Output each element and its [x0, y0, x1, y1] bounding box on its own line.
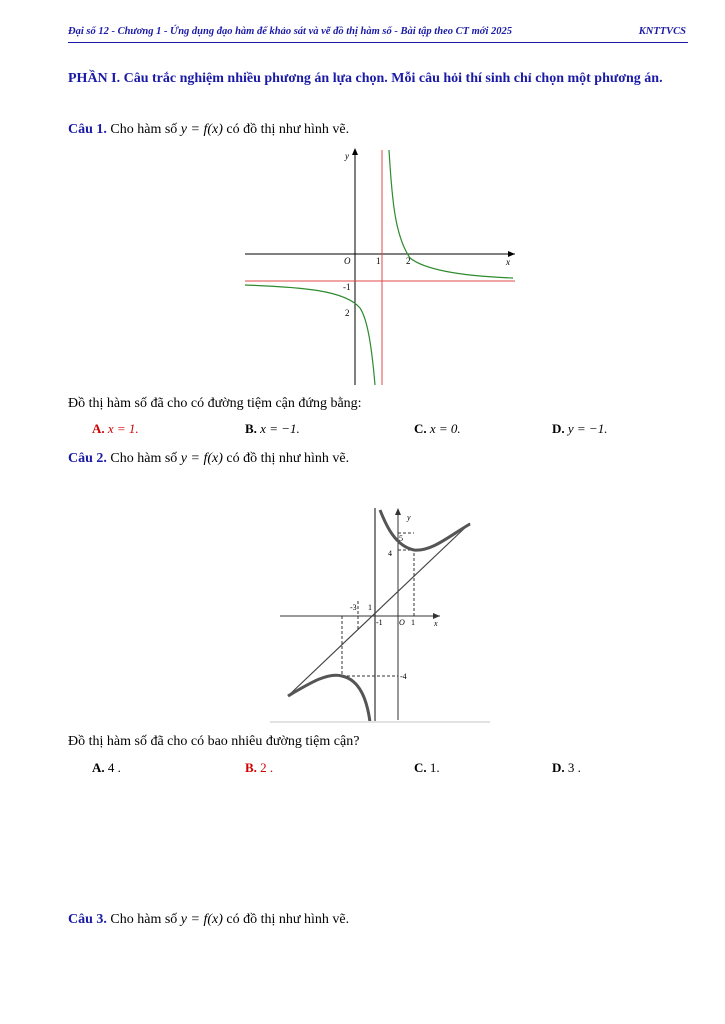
figure-2-tick-1-top: 1 — [368, 603, 372, 612]
question-1-option-a[interactable]: A. x = 1. — [92, 421, 139, 436]
figure-2-y-label: y — [407, 513, 411, 522]
figure-1-graph — [0, 140, 725, 390]
question-1-statement: Đồ thị hàm số đã cho có đường tiệm cận đứng bằng: — [68, 396, 362, 411]
question-3-label: Câu 3. — [68, 912, 107, 927]
figure-2-tick-minus-3: -3 — [350, 603, 357, 612]
header-title: Đại số 12 - Chương 1 - Ứng dụng đạo hàm để khảo sát và vẽ đồ thị hàm số - Bài tập theo CT mới 2025 — [68, 26, 512, 37]
figure-2-tick-minus-4: -4 — [400, 672, 407, 681]
question-3 — [68, 912, 349, 928]
figure-1-tick-minus-2: 2 — [345, 308, 350, 318]
figure-2-left-branch — [288, 675, 370, 722]
figure-1-origin-label: O — [344, 256, 351, 266]
question-3-text-after: có đồ thị như hình vẽ. — [226, 912, 350, 927]
question-2-option-a[interactable]: A. 4 . — [92, 760, 121, 775]
figure-1-y-label: y — [345, 151, 349, 161]
question-2-option-b[interactable]: B. 2 . — [245, 760, 274, 775]
question-1-option-d[interactable]: D. y = −1. — [552, 421, 608, 436]
figure-2-tick-4: 4 — [388, 549, 392, 558]
question-2-text-after: có đồ thị như hình vẽ. — [226, 451, 350, 466]
figure-1-x-label: x — [506, 257, 510, 267]
figure-2-x-label: x — [434, 619, 438, 628]
figure-2-tick-1: 1 — [411, 618, 415, 627]
question-1-text-before: Cho hàm số — [110, 122, 178, 137]
question-3-text-before: Cho hàm số — [110, 912, 178, 927]
question-1 — [68, 122, 349, 138]
figure-2-right-branch — [380, 510, 470, 550]
question-1-formula: y = f(x) — [180, 122, 223, 137]
question-1-text-after: có đồ thị như hình vẽ. — [226, 122, 350, 137]
question-3-formula: y = f(x) — [180, 912, 223, 927]
figure-1-tick-1: 1 — [376, 256, 381, 266]
page-header — [68, 26, 688, 43]
question-2-option-d[interactable]: D. 3 . — [552, 760, 581, 775]
question-2-label: Câu 2. — [68, 451, 107, 466]
question-1-label: Câu 1. — [68, 122, 107, 137]
figure-2-origin-label: O — [399, 618, 405, 627]
question-2 — [68, 451, 349, 467]
figure-1-tick-minus-1: -1 — [343, 282, 351, 292]
question-1-option-b[interactable]: B. x = −1. — [245, 421, 300, 436]
question-2-option-c[interactable]: C. 1. — [414, 760, 440, 775]
question-2-statement: Đồ thị hàm số đã cho có bao nhiêu đường tiệm cận? — [68, 734, 360, 749]
header-code: KNTTVCS — [638, 26, 686, 37]
figure-2-tick-minus-1: -1 — [376, 618, 383, 627]
question-2-text-before: Cho hàm số — [110, 451, 178, 466]
figure-2-graph — [0, 500, 725, 730]
part-title: PHẦN I. Câu trắc nghiệm nhiều phương án lựa chọn. Mỗi câu hỏi thí sinh chỉ chọn một phương án. — [68, 71, 663, 86]
question-2-formula: y = f(x) — [180, 451, 223, 466]
question-1-option-c[interactable]: C. x = 0. — [414, 421, 461, 436]
figure-2-tick-5: 5 — [399, 534, 403, 543]
figure-1-tick-2: 2 — [406, 256, 411, 266]
